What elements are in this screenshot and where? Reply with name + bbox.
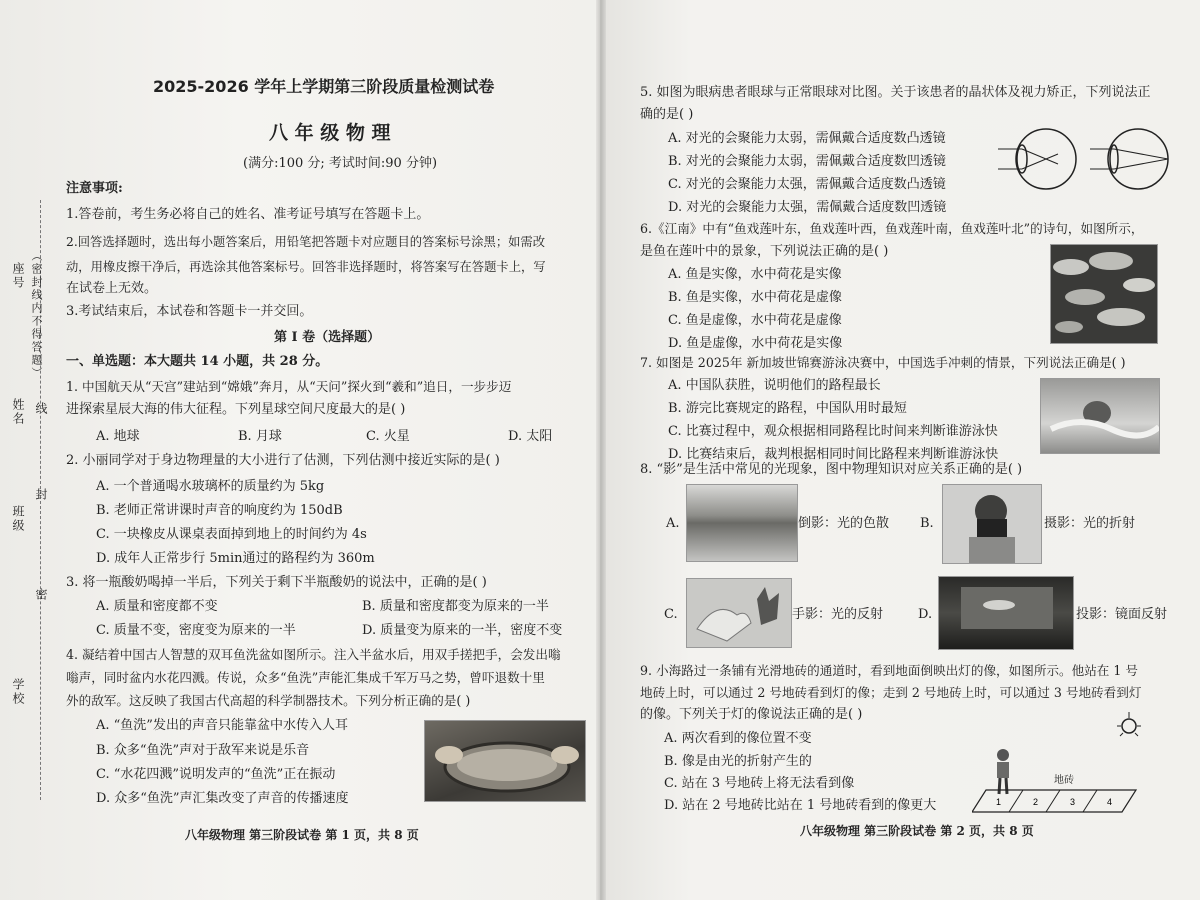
q4-option-b: B. 众多“鱼洗”声对于敌军来说是乐音 [96, 743, 310, 758]
q9-option-a: A. 两次看到的像位置不变 [664, 731, 812, 746]
seal-mi: 密 [34, 588, 48, 602]
score-time: (满分:100 分; 考试时间:90 分钟) [243, 156, 438, 171]
tile-label: 地砖 [1054, 775, 1074, 786]
q8-option-b: 摄影：光的折射 [1044, 516, 1136, 531]
page-footer-2: 八年级物理 第三阶段试卷 第 2 页，共 8 页 [800, 824, 1034, 838]
q3-option-d: D. 质量变为原来的一半，密度不变 [362, 623, 563, 638]
q1-option-c: C. 火星 [366, 429, 410, 444]
q2-option-d: D. 成年人正常步行 5min通过的路程约为 360m [96, 551, 375, 566]
q6-stem-2: 是鱼在莲叶中的景象，下列说法正确的是( ) [640, 244, 889, 259]
q1-option-d: D. 太阳 [508, 429, 553, 444]
q4-stem-1: 4. 凝结着中国古人智慧的双耳鱼洗盆如图所示。注入半盆水后，用双手搓把手，会发出嗡 [66, 647, 561, 662]
fish-basin-image [424, 720, 586, 802]
q1-option-b: B. 月球 [238, 429, 282, 444]
q8-c-letter: C. [664, 607, 678, 622]
tile-number-1: 1 [996, 797, 1002, 807]
notice-title: 注意事项: [66, 181, 123, 196]
q8-b-letter: B. [920, 516, 934, 531]
q8-option-d: 投影：镜面反射 [1076, 607, 1168, 622]
q9-option-b: B. 像是由光的折射产生的 [664, 754, 812, 769]
q2-stem: 2. 小丽同学对于身边物理量的大小进行了估测，下列估测中接近实际的是( ) [66, 453, 500, 468]
q8-stem: 8. “影”是生活中常见的光现象，图中物理知识对应关系正确的是( ) [640, 462, 1023, 477]
page-footer-1: 八年级物理 第三阶段试卷 第 1 页，共 8 页 [185, 828, 419, 842]
seal-feng: 封 [34, 488, 48, 502]
right-page [600, 0, 1200, 900]
floor-tiles [972, 788, 1142, 814]
notice-5: 3.考试结束后，本试卷和答题卡一并交回。 [66, 304, 313, 319]
q7-option-c: C. 比赛过程中，观众根据相同路程比时间来判断谁游泳快 [668, 424, 998, 439]
exam-title: 2025-2026 学年上学期第三阶段质量检测试卷 [153, 77, 495, 96]
q5-option-a: A. 对光的会聚能力太弱，需佩戴合适度数凸透镜 [668, 131, 946, 146]
q8-a-letter: A. [666, 516, 680, 531]
q6-option-d: D. 鱼是虚像，水中荷花是实像 [668, 336, 843, 351]
notice-1: 1.答卷前，考生务必将自己的姓名、准考证号填写在答题卡上。 [66, 207, 430, 222]
q6-option-b: B. 鱼是实像，水中荷花是虚像 [668, 290, 842, 305]
tile-number-2: 2 [1033, 797, 1039, 807]
notice-4: 在试卷上无效。 [66, 281, 158, 296]
hand-shadow-image [686, 578, 792, 648]
q7-option-a: A. 中国队获胜，说明他们的路程最长 [668, 378, 881, 393]
q6-option-c: C. 鱼是虚像，水中荷花是虚像 [668, 313, 842, 328]
q7-stem: 7. 如图是 2025年 新加坡世锦赛游泳决赛中，中国选手冲刺的情景，下列说法正确是( ) [640, 355, 1126, 370]
section-title: 第 I 卷（选择题） [274, 330, 381, 345]
q1-stem-1: 1. 中国航天从“天宫”建站到“嫦娥”奔月，从“天问”探火到“羲和”追日，一步步迈 [66, 379, 512, 394]
q3-option-c: C. 质量不变，密度变为原来的一半 [96, 623, 296, 638]
q9-stem-2: 地砖上时，可以通过 2 号地砖看到灯的像；走到 2 号地砖上时，可以通过 3 号地砖看到灯 [640, 685, 1142, 700]
page-fold [596, 0, 606, 900]
eye-diagram [998, 124, 1188, 194]
q5-option-d: D. 对光的会聚能力太强，需佩戴合适度数凹透镜 [668, 200, 947, 215]
name-label: 姓名 [11, 398, 25, 426]
seat-label: 座号 [11, 262, 25, 290]
q6-option-a: A. 鱼是实像，水中荷花是实像 [668, 267, 842, 282]
seal-xian: 线 [34, 402, 48, 416]
q9-stem-3: 的像。下列关于灯的像说法正确的是( ) [640, 707, 863, 722]
part1-title: 一、单选题：本大题共 14 小题，共 28 分。 [66, 354, 329, 369]
q3-option-a: A. 质量和密度都不变 [96, 599, 218, 614]
notice-3: 动，用橡皮擦干净后，再选涂其他答案标号。回答非选择题时，将答案写在答题卡上，写 [66, 260, 546, 274]
q7-option-d: D. 比赛结束后，裁判根据相同时间比路程来判断谁游泳快 [668, 447, 999, 462]
q4-option-c: C. “水花四溅”说明发声的“鱼洗”正在振动 [96, 767, 336, 782]
swimmer-image [1040, 378, 1160, 454]
q9-stem-1: 9. 小海路过一条铺有光滑地砖的通道时，看到地面倒映出灯的像，如图所示。他站在 1 号 [640, 663, 1139, 678]
lamp-icon [1114, 710, 1144, 744]
projection-image [938, 576, 1074, 650]
q4-option-d: D. 众多“鱼洗”声汇集改变了声音的传播速度 [96, 791, 349, 806]
q1-option-a: A. 地球 [96, 429, 140, 444]
q5-option-b: B. 对光的会聚能力太弱，需佩戴合适度数凹透镜 [668, 154, 946, 169]
exam-subtitle: 八 年 级 物 理 [269, 122, 391, 144]
q5-stem-2: 确的是( ) [640, 107, 694, 122]
q5-stem-1: 5. 如图为眼病患者眼球与正常眼球对比图。关于该患者的晶状体及视力矫正，下列说法正 [640, 85, 1151, 100]
q8-d-letter: D. [918, 607, 933, 622]
q3-option-b: B. 质量和密度都变为原来的一半 [362, 599, 549, 614]
q4-option-a: A. “鱼洗”发出的声音只能靠盆中水传入人耳 [96, 718, 348, 733]
q2-option-b: B. 老师正常讲课时声音的响度约为 150dB [96, 503, 343, 518]
q3-stem: 3. 将一瓶酸奶喝掉一半后，下列关于剩下半瓶酸奶的说法中，正确的是( ) [66, 575, 487, 590]
tile-number-4: 4 [1107, 797, 1113, 807]
q4-stem-3: 外的敌军。这反映了我国古代高超的科学制器技术。下列分析正确的是( ) [66, 693, 471, 708]
q2-option-a: A. 一个普通喝水玻璃杯的质量约为 5kg [96, 479, 325, 494]
photographer-image [942, 484, 1042, 564]
notice-2: 2.回答选择题时，选出每小题答案后，用铅笔把答题卡对应题目的答案标号涂黑；如需改 [66, 235, 546, 249]
q1-stem-2: 进探索星辰大海的伟大征程。下列星球空间尺度最大的是( ) [66, 402, 406, 417]
q4-stem-2: 嗡声，同时盆内水花四溅。传说，众多“鱼洗”声能汇集成千军万马之势，曾吓退数十里 [66, 670, 545, 685]
class-label: 班级 [11, 505, 25, 533]
q5-option-c: C. 对光的会聚能力太强，需佩戴合适度数凸透镜 [668, 177, 946, 192]
q2-option-c: C. 一块橡皮从课桌表面掉到地上的时间约为 4s [96, 527, 367, 542]
school-label: 学校 [11, 678, 25, 706]
q7-option-b: B. 游完比赛规定的路程，中国队用时最短 [668, 401, 907, 416]
q8-option-c: 手影：光的反射 [792, 607, 884, 622]
q6-stem-1: 6.《江南》中有“鱼戏莲叶东，鱼戏莲叶西，鱼戏莲叶南，鱼戏莲叶北”的诗句，如图所示， [640, 221, 1144, 236]
tile-number-3: 3 [1070, 797, 1076, 807]
q9-option-d: D. 站在 2 号地砖比站在 1 号地砖看到的像更大 [664, 798, 937, 813]
q8-option-a: 倒影：光的色散 [798, 516, 890, 531]
q9-option-c: C. 站在 3 号地砖上将无法看到像 [664, 776, 855, 791]
reflection-image [686, 484, 798, 562]
lotus-pond-image [1050, 244, 1158, 344]
seal-note: （密封线内不得答题） [30, 250, 43, 380]
